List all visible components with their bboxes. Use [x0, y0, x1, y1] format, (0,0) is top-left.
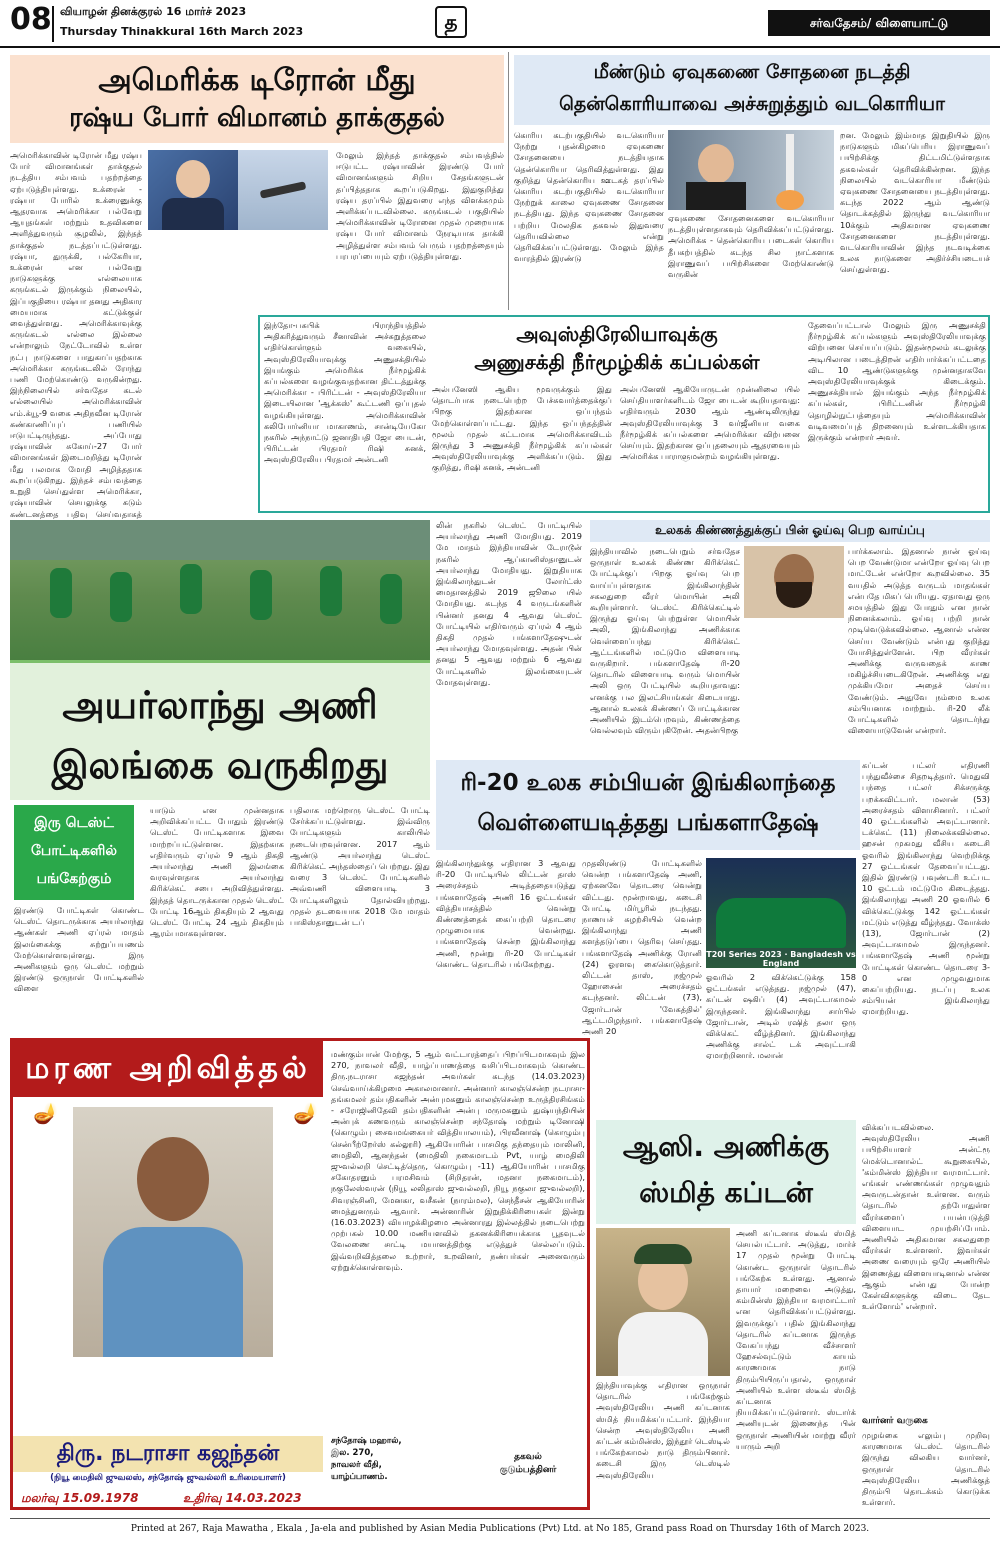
article-nk-col1: கொரிய கடற்பகுதியில் வடகொரியா நேற்று புதன்கிழமை ஏவுகணை சோதனையை நடத்தியதாக தென்கொரியா தெரிவித்துள்ளது. இது குறித்து தென்கொரிய ஊடகத் தரப்பில் கொரிய கடற்பகுதியில் வடகொரியா நேற்றுக் காலை ஏவுகணை சோதனை நடத்தியது. இந்த ஏவுகணை சோதனை பற்றிய மேலதிக தகவல் இதுவரை தெரியவில்லை என்று தெரிவிக்கப்பட்டுள்ளது. மேலும் இந்த வாரத்தில் இரண்டு	[514, 130, 664, 264]
article-drone-headline-2: ரஷ்ய போர் விமானம் தாக்குதல்	[69, 103, 445, 133]
article-aukus-col3: அல்பனேஸி ஆகியோருடன் முன்னிலை யில் செய்தியாளர்களிடம் ஜோ பைடன் கூறியதாவது: எதிர்வரும் 2030 ஆம் ஆண்டிலிருந்து அவுஸ்திரேலியாவுக்கு 3 வர்ஜீனியா வகை நீர்மூழ்கிக் கப்பல்களை அமெரிக்கா விற்பனை செய்யும். இதற்கான ஒப்புதலையும் ஆதரவையும் அமெரிக்க பாராளுமன்றம் வழங்கியுள்ளது.	[620, 384, 800, 462]
masthead-rule	[0, 46, 1000, 48]
obituary-address-line4: யாழ்ப்பாணம்.	[331, 1472, 388, 1482]
article-moeen-headline: உலகக் கிண்ணத்துக்குப் பின் ஓய்வு பெற வாய்ப்பு	[655, 523, 925, 537]
article-aukus-col2: அல்பனேஸி ஆகிய மூவருக்கும் இது தொடர்பாக நடைபெற்ற பேச்சுவார்த்தைக்குப் பிறகு இதற்கான ஒப்பந்தம் மேற்கொள்ளப்பட்டது. இந்த ஒப்பந்தத்தின் மூலம் முதல் கட்டமாக அமெரிக்காவிடம் இருந்து 3 அணுசக்தி நீர்மூழ்கிக் கப்பல்கள் அவுஸ்திரேலியாவுக்கு அளிக்கப்படும். இது குறித்து, ரிஷி சுனக், அன்டனி	[432, 384, 612, 473]
section-tag: சர்வதேசம்/ விளையாட்டு	[768, 10, 990, 36]
obituary-business: (நியூ மைதிலி ஜுவலஸ், சந்தோஷ் ஜுவல்லரி உரிமையாளர்)	[50, 1473, 286, 1483]
article-drone-col1-cont	[10, 233, 330, 315]
article-bd-col2: முதலிரண்டு போட்டிகளில் வென்ற பங்களாதேஷ் அணி, ஏற்கனவே தொடரை வென்று விட்டது. மூன்றாவது, கடைசி போட்டி மிர்பூரில் நடந்தது. நாணயச் சுழற்சியில் வென்ற இங்கிலாந்து அணி களத்தடுப்பை தெரிவு செய்தது. பங்களாதேஷ் அணிக்கு ரோனி (24) ஓரளவு கைகொடுத்தார். லிட்டன் தாஸ், நஜ்முல் ஹோசைன் அரைச்சதம் கடந்தனர். லிட்டன் (73), ஜோர்டான் 'வேகத்தில்' ஆட்டமிழந்தார். பங்களாதேஷ் அணி 20	[582, 858, 702, 1037]
obituary-photo	[73, 1107, 273, 1357]
photo-us-general	[148, 150, 238, 230]
article-aukus-col4: தேவைப்பட்டால் மேலும் இரு அணுசக்தி நீர்மூழ்கிக் கப்பல்களும் அவுஸ்திரேலியாவுக்கு விற்பனை செய்யப்படும். இதன்மூலம் கடலுக்கு அடியிலான படைத்திறன் எதிர்பார்க்கப்பட்டதை விட 10 ஆண்டுகளுக்கு முன்னதாகவே அவுஸ்திரேலியாவுக்குக் கிடைக்கும். அணுசக்தியால் இயங்கும் அந்த நீர்மூழ்கிக் கப்பல்கள், பிரிட்டனின் நீர்மூழ்கி தொழில்நுட்பத்தையும் அமெரிக்காவின் வடிவமைப்புத் திறனையும் உள்ளடக்கியதாக இருக்கும் என்றார் அவர்.	[808, 320, 986, 443]
article-bd-headline-1: ரி-20 உலக சம்பியன் இங்கிலாந்தை	[460, 770, 836, 796]
article-smith-col3b: முழங்கை எலும்பு முறிவு காரணமாக டெஸ்ட் தொடரில் இருந்து விலகிய வார்னர், ஒருநாள் தொடரில் அவுஸ்திரேலிய அணிக்குத் திரும்பி தொடக்கம் கொடுக்க உள்ளார்.	[862, 1430, 990, 1508]
obituary-address-line2: இல. 270,	[331, 1448, 374, 1458]
article-aukus-headline-1: அவுஸ்திரேலியாவுக்கு	[516, 322, 718, 346]
photo-kim-missile	[668, 130, 834, 210]
obituary-address-line3: நாவலர் வீதி,	[331, 1460, 382, 1470]
photo-moeen-ali	[744, 546, 844, 618]
article-ireland-col4: லின் நகரில் டெஸ்ட் போட்டியில் அயர்லாந்து அணி மோதியது. 2019 மே மாதம் இந்தியாவின் டேராடூன் நகரில் ஆப்கானிஸ்தானுடன் அயர்லாந்து மோதியது. இறுதியாக இங்கிலாந்துடன் லோர்ட்ஸ் மைதானத்தில் 2019 ஜூலை யில் மோதியது. கடந்த 4 வருடங்களின் பின்னர் தனது 4 ஆவது டெஸ்ட் போட்டியில் எதிர்வரும் ஏப்ரல் 4 ஆம் திகதி முதல் பங்களாதேஷுடன் அயர்லாந்து மோதவுள்ளது. அதன் பின் தனது 5 ஆவது மற்றும் 6 ஆவது போட்டிகளில் இலங்கையுடன் மோதவுள்ளது.	[436, 520, 582, 687]
date-tamil: வியாழன் தினக்குரல் 16 மார்ச் 2023	[60, 5, 247, 18]
obituary-address	[331, 1435, 451, 1483]
photo-bangladesh-team	[706, 858, 856, 968]
article-bd-col3: ஓவரில் 2 விக்கெட்டுக்கு 158 ஓட்டங்கள் எடுத்தது. நஜ்முல் (47), கப்டன் ஷகிப் (4) அவுட்டாகாமல் இருந்தனர். இங்கிலாந்து சார்பில் ஜோர்டான், அடில் ரஷித் தலா ஒரு விக்கெட் வீழ்த்தினர். இங்கிலாந்து அணிக்கு சால்ட் டக் அவுட்டாகி ஏமாற்றினார். மலான்	[706, 972, 856, 1061]
date-english: Thursday Thinakkural 16th March 2023	[60, 25, 304, 38]
article-ireland-col2: யாடும் என முன்னதாக அறிவிக்கப்பட்ட போதும் இரண்டு டெஸ்ட் போட்டிகளாக இவை மாற்றப்பட்டுள்ளன. இதற்காக எதிர்வரும் ஏப்ரல் 9 ஆம் திகதி அயர்லாந்து அணி இலங்கை வரவுள்ளதாக அயர்லாந்து கிரிக்கெட் சபை அறிவித்துள்ளது. இந்தத் தொடருக்கான முதல் டெஸ்ட் போட்டி 16ஆம் திகதியும் 2 ஆவது டெஸ்ட் போட்டி 24 ஆம் திகதியும் ஆரம்பமாகவுள்ளன.	[150, 805, 284, 939]
lamp-icon-right: 🪔	[293, 1101, 318, 1125]
obituary-info	[473, 1451, 583, 1477]
article-ireland-subhead-box	[14, 805, 134, 900]
article-ireland-headline-1: அயர்லாந்து அணி	[62, 683, 378, 727]
obituary-title-bar	[13, 1041, 323, 1097]
obituary-frame	[10, 1038, 590, 1510]
article-nk-headline-box	[514, 55, 990, 125]
obituary-name-bar	[13, 1436, 323, 1472]
article-bd-col4: கப்டன் பட்லர் எதிரணி பந்துவீச்சை சிதறடித்தார். மெதுவி பந்தை பட்லர் சிக்சருக்கு பறக்கவிட்டார். மலான் (53) அரைச்சதம் விளாசினார். பட்லர் 40 ஓட்டங்களில் அவுட்டானார். டக்கெட் (11) நிலைக்கவில்லை. ஹசன் முகமது வீசிய கடைசி ஓவரில் இங்கிலாந்து வெற்றிக்கு 27 ஓட்டங்கள் தேவைப்பட்டது. இதில் இரண்டு பவுண்டரி உட்பட 10 ஓட்டம் மட்டுமே கிடைத்தது. இங்கிலாந்து அணி 20 ஓவரில் 6 விக்கெட்டுக்கு 142 ஓட்டங்கள் மட்டும் எடுத்து வீழ்ந்தது. வோக்ஸ் (13), ஜோர்டான் (2) அவுட்டாகாமல் இருந்தனர். பங்களாதேஷ் அணி மூன்று போட்டிகள் கொண்ட தொடரை 3-0 என முழுவதுமாக கைப்பற்றியது. நடப்பு உலக சம்பியன் இங்கிலாந்து ஏமாற்றியது.	[862, 760, 990, 1017]
article-nk-headline-2: தென்கொரியாவை அச்சுறுத்தும் வடகொரியா	[559, 93, 945, 115]
article-drone-col1: அமெரிக்காவின் டிரோன் மீது ரஷ்ய போர் விமானங்கள் தாக்குதல் நடத்திய சம்பவம் பதற்றத்தை ஏற்படுத்தியுள்ளது. உக்ரைன் - ரஷ்யா போரில் உக்ரைனுக்கு ஆதரவாக அமெரிக்கா பல்வேறு ஆயுதங்கள் மற்றும் உதவிகளை அளித்துவரும் சூழலில், இந்தத் தாக்குதல் நடத்தப்பட்டுள்ளது. ரஷ்யா, துருக்கி, பல்கேரியா, உக்ரைன் என பல்வேறு நாடுகளுக்கு எல்லையாக கருங்கடல் இருக்கும் நிலையில், இப்பகுதியை ரஷ்யா தனது அதிகார மையமாக கட்டுக்குள் வைத்துள்ளது. அமெரிக்காவுக்கு கருங்கடல் எல்லை இல்லை என்றாலும் நேட்டோவில் உள்ள நட்பு நாடுகளை பாதுகாப்பதற்காக அமெரிக்கா கருங்கடலில் ரோந்து பணி மேற்கொண்டு வருகின்றது. இந்நிலையில் சர்வதேச கடல் எல்லையில் அமெரிக்காவின் எம்.க்யூ-9 வகை அதிநவீன டிரோன் கண்காணிப்புப் பணியில் ஈடுபட்டிருந்தது. அப்போது ரஷ்யாவின் சுகோய்-27 போர் விமானங்கள் இடைமறித்து டிரோன் மீது பலமாக மோதி அழித்ததாக கூறப்படுகிறது. இந்தச் சம்பவத்தை உறுதி செய்துள்ள அமெரிக்கா, ரஷ்யாவின் செயலுக்கு கடும் கண்டனத்தை பதிவு செய்வதாகத்	[10, 150, 142, 519]
article-ireland-headline-2: இலங்கை வருகிறது	[51, 743, 389, 787]
article-nk-col3: றன. மேலும் இம்மாத இறுதியில் இரு நாடுகளும் மிகப்பெரிய இராணுவப் பயிற்சிக்கு திட்டமிட்டுள்ளதாக தகவல்கள் தெரிவிக்கின்றன. இந்த நிலையில் வடகொரியா மீண்டும் ஏவுகணை சோதனையை நடத்தியுள்ளது. கடந்த 2022 ஆம் ஆண்டு தொடக்கத்தில் இருந்து வடகொரியா 10க்கும் அதிகமான ஏவுகணை சோதனைகளை நடத்தியுள்ளது. வடகொரியாவின் இந்த நடவடிக்கை உலக நாடுகளை அதிர்ச்சியடையச் செய்துள்ளது.	[840, 130, 990, 275]
article-smith-headline-2: ஸ்மித் கப்டன்	[639, 1176, 813, 1209]
article-nk-col2: ஏவுகணை சோதனைகளை வடகொரியா நடத்தியுள்ளதாகவும் தெரிவிக்கப்பட்டுள்ளது. அமெரிக்க - தென்கொரிய படைகள் கொரிய தீபகற்பத்தில் கடந்த சில நாட்களாக இராணுவப் பயிற்சிகளை மேற்கொண்டு வருகின்	[668, 213, 834, 280]
photo-steve-smith	[596, 1228, 730, 1376]
obituary-died: உதிர்வு 14.03.2023	[183, 1491, 302, 1505]
obituary-info-label: தகவல்	[514, 1452, 542, 1462]
article-drone-headline-1: அமெரிக்க டிரோன் மீது	[98, 63, 416, 98]
article-nk-headline-1: மீண்டும் ஏவுகணை சோதனை நடத்தி	[593, 61, 911, 83]
article-aukus-col1	[10, 318, 250, 513]
article-moeen-col2: பார்க்கலாம். இதனால் நான் ஓய்வு பெற வேண்டுமா என்றோ ஓய்வு பெற மாட்டேன் என்றோ கூறவில்லை. 35 வயதில் அடுத்த வருடம் மாதங்கள் என்பதே மிகப் பெரியது. ஏதாவது ஒரு சமயத்தில் இது போதும் என நான் நினைக்கலாம். ஓய்வு பற்றி நான் முடிவெடுக்கவில்லை. ஆனால் என்ன செய்ய வேண்டும் என்பது குறித்து யோசித்துள்ளேன். பிற வீரர்கள் அணிக்கு வருவதைக் காண மகிழ்ச்சியடைகிறேன். அணிக்கு எது முக்கியமோ அதைச் செய்ய வேண்டும். அதுவே நம்மை உலக சம்பியனாக மாற்றும். ரி-20 லீக் போட்டிகளில் தொடர்ந்து விளையாடுவேன் என்றார்.	[848, 546, 990, 736]
photo-bangladesh-caption: T20I Series 2023 · Bangladesh vs England	[706, 950, 856, 968]
photo-drone	[238, 150, 328, 230]
lamp-icon-left: 🪔	[33, 1101, 58, 1125]
article-drone-headline-box	[10, 55, 504, 143]
article-smith-headline-1: ஆஸி. அணிக்கு	[622, 1130, 830, 1163]
footer-imprint: Printed at 267, Raja Mawatha , Ekala , Ja-ela and published by Asian Media Publications (Pvt) Ltd. at No 185, Grand pass Road on Thursday 16th of March 2023.	[130, 1524, 870, 1534]
article-smith-col1: இந்தியாவுக்கு எதிரான ஒருநாள் தொடரில் பங்கேற்கும் அவுஸ்திரேலிய அணி கப்டனாக ஸ்மித் நியமிக்கப்பட்டார். இந்தியா சென்ற அவுஸ்திரேலிய அணி கப்டன் கம்மின்ஸ், இந்தூர் டெஸ்டில் பங்கேற்காமல் நாடு திரும்பினார். கடைசி இரு டெஸ்டில் அவுஸ்திரேலிய	[596, 1380, 730, 1480]
article-smith-col2: அணி கப்டனாக ஸ்டீவ் ஸ்மித் செயல்பட்டார். அடுத்து, மார்ச் 17 முதல் மூன்று போட்டி கொண்ட ஒருநாள் தொடரில் பங்கேற்க உள்ளது. ஆனால் தாயார் மறைவை அடுத்து, கம்மின்ஸ் இந்தியா வரமாட்டார் என தெரிவிக்கப்பட்டுள்ளது. இவருக்குப் பதில் இங்கிலாந்து தொடரில் கப்டனாக இருந்த வேகப்பந்து வீச்சாளர் ஹேசல்வுட்டும் காயம் காரணமாக நாடு திரும்பியிருப்பதால், ஒருநாள் அணியில் உள்ள ஸ்டீவ் ஸ்மித் கப்டனாக நியமிக்கப்பட்டுள்ளார். ஸ்டார்க் அணியுடன் இணைந்த பின் ஒருநாள் அணியின் மாற்று வீரர் யாரும் அறி	[736, 1228, 856, 1451]
article-moeen-headline-box	[590, 520, 990, 542]
article-smith-headline-box	[596, 1120, 856, 1224]
obituary-info-value: குடும்பத்தினர்	[499, 1465, 557, 1475]
article-ireland-subhead-2: போட்டிகளில்	[30, 843, 117, 859]
article-aukus-col1-text: இந்தோ-பசுபிக் பிராந்தியத்தில் அதிகரித்துவரும் சீனாவின் அச்சுறுத்தலை எதிர்கொள்ளும் வகையில், அவுஸ்திரேலியாவுக்கு அணுசக்தியில் இயங்கும் அமெரிக்க நீர்மூழ்கிக் கப்பல்களை வழங்குவதற்கான திட்டத்துக்கு அமெரிக்கா - பிரிட்டன் - அவுஸ்திரேலியா இடையிலான 'ஆக்கஸ்' கூட்டணி ஒப்புதல் வழங்கியுள்ளது. அமெரிக்காவின் கலிபோர்னியா மாகாணம், சான்டியேகோ நகரில் அந்நாட்டு ஜனாதிபதி ஜோ பைடன், பிரிட்டன் பிரதமர் ரிஷி சுனக், அவுஸ்திரேலிய பிரதமர் அன்டனி	[264, 320, 426, 465]
article-bd-headline-2: வெள்ளையடித்தது பங்களாதேஷ்	[477, 810, 819, 836]
article-smith-col3: விக்கப்படவில்லை. அவுஸ்திரேலிய அணி பயிற்சியாளர் அன்ட்ரூ மெக்டொனால்ட் கூறுகையில், 'கம்மின்ஸ் இந்தியா வரமாட்டார். எங்கள் எண்ணங்கள் முழுவதும் அவருடன்தான் உள்ளன. வரும் தொடரில் தற்போதுள்ள வீரர்களைப் பயன்படுத்தி விளையாட முயற்சிப்போம். அணியில் அதிகமான சகலதுறை வீரர்கள் உள்ளனர். இவர்கள் அணை வரையும் ஒரே அணியில் இணைத்து விளையாடினால் என்ன ஆகும் என்பது போன்ற கேள்விகளுக்கு விடை தேட உள்ளோம்' என்றார்.	[862, 1122, 990, 1312]
obituary-name: திரு. நடராசா கஜந்தன்	[56, 1441, 280, 1466]
article-ireland-subhead-3: பங்கேற்கும்	[36, 871, 112, 887]
column-rule	[508, 52, 509, 310]
article-bd-headline-box	[436, 760, 860, 850]
logo-icon: த	[435, 6, 467, 38]
article-ireland-col1: இரண்டு போட்டிகள் கொண்ட டெஸ்ட் தொடருக்காக அயர்லாந்து ஆண்கள் அணி ஏப்ரல் மாதம் இலங்கைக்கு சுற்றுப்பயணம் மேற்கொள்ளவுள்ளது. இரு அணிகளும் ஒரு டெஸ்ட் மற்றும் இரண்டு ஒருநாள் போட்டிகளில் விளை	[14, 905, 144, 994]
obituary-title: மரண அறிவித்தல்	[25, 1051, 311, 1086]
obituary-body: மண்கும்பான் மேற்கு, 5 ஆம் வட்டாரத்தைப் பிறப்பிடமாகவும் இல 270, நாவலர் வீதி, யாழ்ப்பாணத்தை வசிப்பிடமாகவும் கொண்ட திரு.நடராசா கஜந்தன் அவர்கள் கடந்த (14.03.2023) செவ்வாய்க்கிழமை அகாலமானார். அன்னார் காலஞ்சென்ற நடராசா-தங்கமலர் தம்பதிகளின் அன்புமகனும் காலஞ்சென்ற உருத்திரசிங்கம் - சரோஜினிதேவி தம்பதிகளின் அன்பு மருமகனும் துஷ்யந்தியின் அன்புக் கணவரும் காலஞ்சென்ற சந்தோஷ் மற்றும் டினோஷி (கொழும்பு சைவமங்கையர் வித்தியாலயம்), பிரவீனாஷ் (கொழும்பு சென்பீற்றேர்ஸ் கல்லூரி) ஆகியோரின் பாசமிகு தந்தையும் மாலினி, மைதிலி, ஆனந்தன் (மைதிலி நகைமாடம் Pvt, யாழ் மைதிலி ஜுவல்லறி செட்டித்தெரு, கொழும்பு -11) ஆகியோரின் பாசமிகு சகோதரனும் பரமசிவம் (சிறிதரன், மதனா நகைமாடம்), நகுலேஸ்வரன் (நியூ லலிதாஸ் ஜுவல்லறி, நியூ நகுலா ஜுவல்லறி), சிவரஞ்சினி, மேனகா, வசீகன் (நாரம்மல), செந்தீசன் ஆகியோரின் மைத்துனரும் ஆவார். அன்னாரின் இறுதிக்கிரியைகள் இன்று (16.03.2023) வியாழக்கிழமை அன்னாரது இல்லத்தில் நடைபெற்று முற்பகல் 10.00 மணியளவில் தகனக்கிரியைக்காக பூதவுடல் வேலணை சாட்டி மயானத்திற்கு எடுத்துச் செல்லப்படும். இவ்வறிவித்தலை உற்றார், உறவினர், நண்பர்கள் அனைவரும் ஏற்றுக்கொள்ளவும்.	[331, 1049, 585, 1272]
article-aukus-headline-2: அணுசக்தி நீர்மூழ்கிக் கப்பல்கள்	[474, 350, 760, 374]
article-ireland-subhead-1: இரு டெஸ்ட்	[34, 815, 114, 831]
article-drone-col2: மேலும் இந்தத் தாக்குதல் சம்பவத்தில் ஈடுபட்ட ரஷ்யாவின் இரண்டு போர் விமானங்களும் சிறிய சேதங்களுடன் தப்பித்ததாக கூறப்படுகிறது. இதுகுறித்து ரஷ்ய தரப்பில் இதுவரை எந்த விளக்கமும் அளிக்கப்படவில்லை. கருங்கடல் பகுதியில் அமெரிக்காவின் டிரோனை முதல் முறையாக ரஷ்ய போர் விமானம் நேரடியாக தாக்கி அழித்துள்ள சம்பவம் பெரும் பதற்றத்தையும் பரபரப்பையும் ஏற்படுத்தியுள்ளது.	[336, 150, 504, 261]
article-smith-subhead: வார்னர் வருகை	[862, 1416, 928, 1426]
obituary-born: மலர்வு 15.09.1978	[21, 1491, 139, 1505]
article-moeen-col1-cont	[744, 620, 844, 756]
footer-rule	[10, 1518, 990, 1519]
article-ireland-headline-box	[10, 660, 430, 800]
article-moeen-col1: இந்தியாவில் நடைபெறும் சர்வதேச ஒருநாள் உலகக் கிண்ண கிரிக்கெட் போட்டிக்குப் பிறகு ஓய்வு பெற வாய்ப்புள்ளதாக இங்கிலாந்தின் சகலதுறை வீரர் மொயின் அலி கூறியுள்ளார். டெஸ்ட் கிரிக்கெட்டில் இருந்து ஓய்வு பெற்றுள்ள மொயின் அலி, இங்கிலாந்து அணிக்காக வெள்ளைப்பந்து கிரிக்கெட் ஆட்டங்களில் மட்டுமே விளையாடி வருகிறார். பங்களாதேஷ் ரி-20 தொடரில் விளையாடி வரும் மொயின் அலி ஒரு பேட்டியில் கூறியதாவது: எனக்கு பல இலட்சியங்கள் கிடையாது. ஆனால் உலகக் கிண்ணப் போட்டிக்கான அணியில் இடம்பெறவும், கிண்ணத்தை வெல்லவும் விரும்புகிறேன். அதன்பிறகு	[590, 546, 740, 736]
masthead-divider	[52, 6, 54, 42]
article-ireland-col3: பதிலாக மற்றொரு டெஸ்ட் போட்டி சேர்க்கப்பட்டுள்ளது. இவ்விரு போட்டிகளும் காலியில் நடைபெறவுள்ளன. 2017 ஆம் ஆண்டு அயர்லாந்து டெஸ்ட் கிரிக்கெட் அந்தஸ்தைப் பெற்றது. இது வரை 3 டெஸ்ட் போட்டிகளில் அவ்வணி விளையாடி 3 போட்டிகளிலும் தோல்வியுற்றது. முதல் தடவையாக 2018 மே மாதம் பாகிஸ்தானுடன் டப்	[290, 805, 430, 928]
page-number: 08	[10, 2, 52, 37]
article-bd-col1: இங்கிலாந்துக்கு எதிரான 3 ஆவது ரி-20 போட்டியில் லிட்டன் தாஸ் அரைச்சதம் அடித்ததையடுத்து பங்களாதேஷ் அணி 16 ஓட்டங்கள் வித்தியாசத்தில் வென்று கிண்ணத்தைக் கைப்பற்றி தொடரை முழுமையாக வென்றது. பங்களாதேஷ் சென்ற இங்கிலாந்து அணி, மூன்று ரி-20 போட்டிகள் கொண்ட தொடரில் பங்கேற்றது.	[436, 858, 576, 969]
masthead	[0, 0, 1000, 50]
obituary-address-line1: சந்தோஷ் மஹால்,	[331, 1436, 402, 1446]
